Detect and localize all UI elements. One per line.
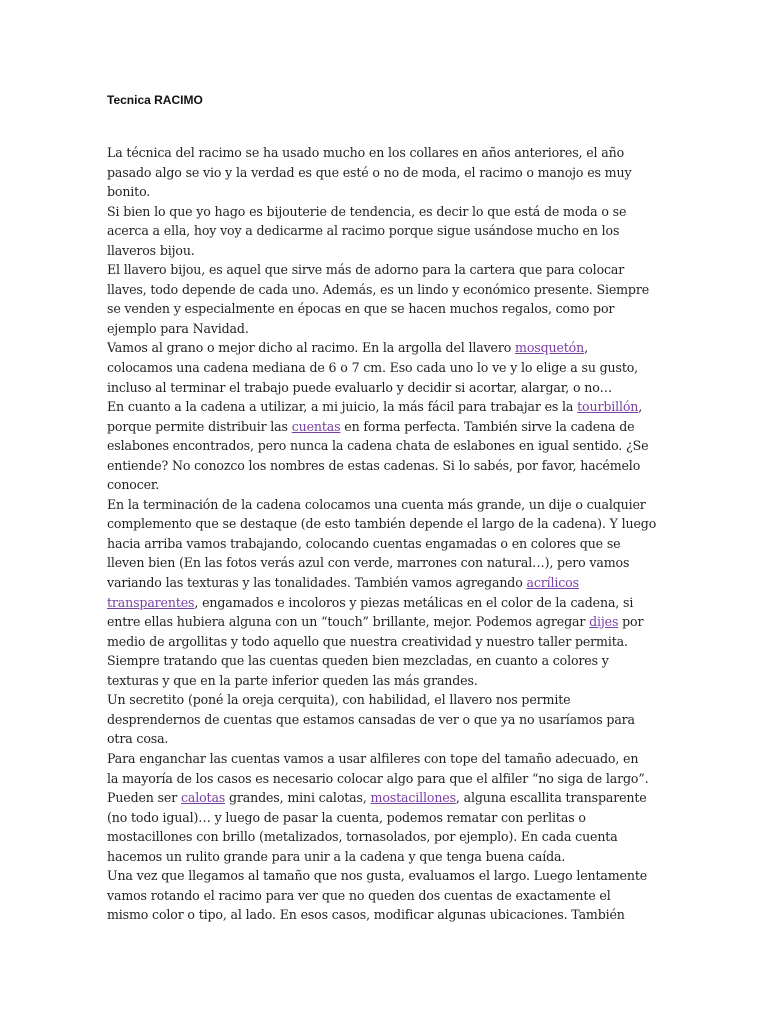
text-run: complemento que se destaque (de esto también depende el largo de la cadena). Y luego	[107, 516, 657, 532]
text-line	[107, 690, 667, 710]
text-line	[107, 710, 667, 730]
text-line	[107, 456, 667, 476]
text-line	[107, 808, 667, 828]
text-line	[107, 182, 667, 202]
text-run: otra cosa.	[107, 731, 169, 747]
text-line	[107, 358, 667, 378]
text-line	[107, 163, 667, 183]
text-run: La técnica del racimo se ha usado mucho en los collares en años anteriores, el año	[107, 145, 625, 160]
text-line	[107, 553, 667, 573]
text-run: mismo color o tipo, al lado. En esos casos, modificar algunas ubicaciones. También	[107, 907, 625, 923]
inline-link[interactable]: mosquetón	[515, 340, 585, 356]
text-line	[107, 866, 667, 886]
text-run: por	[618, 614, 644, 630]
text-line	[107, 749, 667, 769]
text-run: conocer.	[107, 477, 160, 493]
text-run: mostacillones con brillo (metalizados, tornasolados, por ejemplo). En cada cuenta	[107, 829, 618, 845]
text-run: colocamos una cadena mediana de 6 o 7 cm. Eso cada uno lo ve y lo elige a su gusto,	[107, 360, 639, 376]
inline-link[interactable]: calotas	[180, 790, 226, 806]
text-line	[107, 788, 667, 808]
text-line	[107, 280, 667, 300]
text-run: Si bien lo que yo hago es bijouterie de tendencia, es decir lo que está de moda o se	[107, 203, 627, 219]
text-line	[107, 573, 667, 593]
text-run: Un secretito (poné la oreja cerquita), con habilidad, el llavero nos permite	[107, 692, 571, 708]
text-run: hacemos un rulito grande para unir a la cadena y que tenga buena caída.	[107, 848, 566, 864]
text-run: En la terminación de la cadena colocamos una cuenta más grande, un dije o cualquier	[107, 496, 646, 512]
text-line	[107, 827, 667, 847]
text-run: bonito.	[107, 184, 151, 200]
inline-link[interactable]: tourbillón	[577, 399, 639, 415]
text-line	[107, 299, 667, 319]
text-run: En cuanto a la cadena a utilizar, a mi juicio, la más fácil para trabajar es la	[107, 399, 578, 415]
inline-link[interactable]: dijes	[589, 614, 619, 630]
text-line	[107, 769, 667, 789]
text-line	[107, 475, 667, 495]
text-run: , alguna escallita transparente	[455, 790, 647, 806]
text-line	[107, 221, 667, 241]
text-line	[107, 905, 667, 925]
text-run: medio de argollitas y todo aquello que nuestra creatividad y nuestro taller permita.	[107, 633, 628, 649]
text-run: la mayoría de los casos es necesario colocar algo para que el alfiler “no siga de largo”.	[107, 770, 649, 786]
text-line	[107, 378, 667, 398]
text-run: ejemplo para Navidad.	[107, 320, 249, 336]
text-run: desprendernos de cuentas que estamos cansadas de ver o que ya no usaríamos para	[107, 711, 635, 727]
text-line	[107, 651, 667, 671]
text-run: Pueden ser	[107, 790, 181, 806]
text-line	[107, 534, 667, 554]
text-run: El llavero bijou, es aquel que sirve más de adorno para la cartera que para colocar	[107, 262, 625, 278]
text-run: incluso al terminar el trabajo puede evaluarlo y decidir si acortar, alargar, o no…	[107, 379, 613, 395]
document-body	[107, 143, 667, 925]
text-run: lleven bien (En las fotos verás azul con verde, marrones con natural…), pero vamos	[107, 555, 630, 571]
text-run: entre ellas hubiera alguna con un “touch” brillante, mejor. Podemos agregar	[107, 614, 590, 630]
inline-link[interactable]: acrílicos	[526, 575, 579, 591]
text-line	[107, 593, 667, 613]
text-run: llaves, todo depende de cada uno. Además, es un lindo y económico presente. Siempre	[107, 281, 650, 297]
text-line	[107, 143, 667, 163]
text-line	[107, 632, 667, 652]
text-run: se venden y especialmente en épocas en que se hacen muchos regalos, como por	[107, 301, 615, 317]
text-run: en forma perfecta. También sirve la cadena de	[340, 418, 635, 434]
text-line	[107, 495, 667, 515]
text-run: Vamos al grano o mejor dicho al racimo. En la argolla del llavero	[107, 340, 516, 356]
text-run: eslabones encontrados, pero nunca la cadena chata de eslabones en igual sentido. ¿Se	[107, 438, 649, 454]
text-line	[107, 886, 667, 906]
inline-link[interactable]: cuentas	[291, 418, 341, 434]
text-run: grandes, mini calotas,	[225, 790, 371, 806]
text-run: , engamados e incoloros y piezas metálicas en el color de la cadena, si	[194, 594, 634, 610]
text-run: ,	[584, 340, 588, 356]
text-line	[107, 436, 667, 456]
text-run: (no todo igual)… y luego de pasar la cuenta, podemos rematar con perlitas o	[107, 809, 586, 825]
text-run: porque permite distribuir las	[107, 418, 292, 434]
text-line	[107, 729, 667, 749]
inline-link[interactable]: transparentes	[107, 594, 195, 610]
text-run: entiende? No conozco los nombres de estas cadenas. Si lo sabés, por favor, hacémelo	[107, 457, 641, 473]
text-run: vamos rotando el racimo para ver que no queden dos cuentas de exactamente el	[107, 887, 611, 903]
text-line	[107, 202, 667, 222]
text-run: acerca a ella, hoy voy a dedicarme al racimo porque sigue usándose mucho en los	[107, 223, 620, 239]
text-line	[107, 241, 667, 261]
text-line	[107, 671, 667, 691]
text-run: Para enganchar las cuentas vamos a usar alfileres con tope del tamaño adecuado, en	[107, 750, 639, 766]
text-run: Una vez que llegamos al tamaño que nos gusta, evaluamos el largo. Luego lentamente	[107, 868, 648, 884]
document-title: Tecnica RACIMO	[107, 93, 203, 107]
text-line	[107, 338, 667, 358]
text-line	[107, 319, 667, 339]
text-run: texturas y que en la parte inferior queden las más grandes.	[107, 672, 478, 688]
text-run: variando las texturas y las tonalidades. También vamos agregando	[107, 575, 527, 591]
text-run: pasado algo se vio y la verdad es que esté o no de moda, el racimo o manojo es muy	[107, 164, 632, 180]
text-line	[107, 397, 667, 417]
inline-link[interactable]: mostacillones	[370, 790, 456, 806]
text-line	[107, 514, 667, 534]
text-line	[107, 612, 667, 632]
text-line	[107, 260, 667, 280]
text-run: hacia arriba vamos trabajando, colocando cuentas engamadas o en colores que se	[107, 535, 621, 551]
text-line	[107, 417, 667, 437]
text-run: ,	[638, 399, 643, 415]
text-line	[107, 847, 667, 867]
text-run: llaveros bijou.	[107, 242, 195, 258]
text-run: Siempre tratando que las cuentas queden bien mezcladas, en cuanto a colores y	[107, 653, 609, 669]
